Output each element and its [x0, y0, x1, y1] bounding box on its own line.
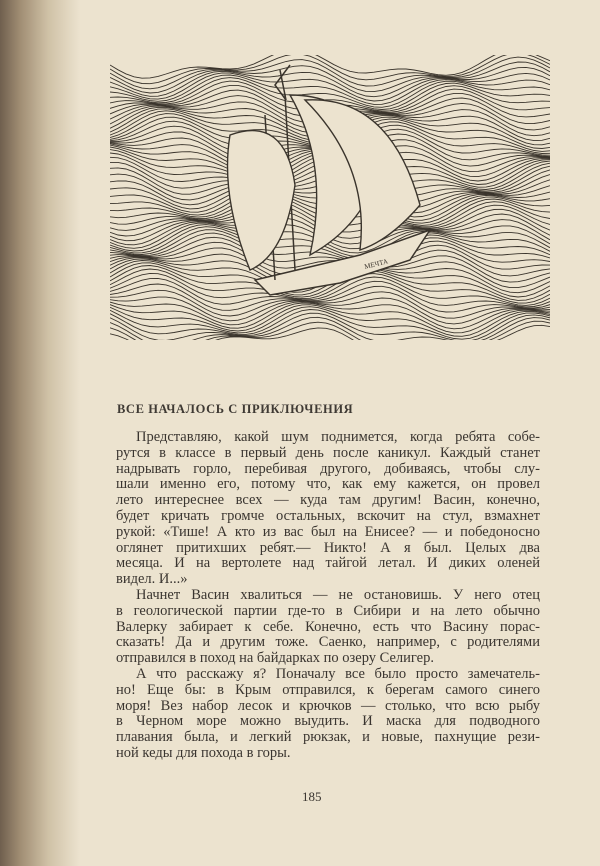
wave-line [110, 67, 550, 96]
text-line: моря! Вез набор лесок и крючков — столько, что всю рыбу [116, 698, 540, 714]
ship-in-waves-illustration [110, 55, 550, 340]
text-line: в Черном море можно выудить. И маска для подводного [116, 714, 540, 730]
text-line: отправился в поход на байдарках по озеру Селигер. [116, 651, 434, 667]
text-line: рукой: «Тише! А кто из вас был на Енисее? — и победоносно [116, 524, 540, 540]
text-line: шали именно его, потому что, как ему кажется, он провел [116, 477, 540, 493]
text-line: рутся в классе в первый день после каникул. Каждый станет [116, 445, 540, 461]
text-line: Начнет Васин хвалиться — не остановишь. У него отец [136, 587, 540, 603]
wave-line [110, 313, 550, 340]
text-line: видел. И...» [116, 572, 188, 588]
boat-name-label: МЕЧТА [363, 257, 389, 271]
chapter-heading: ВСЕ НАЧАЛОСЬ С ПРИКЛЮЧЕНИЯ [117, 402, 354, 416]
text-line: Представляю, какой шум поднимется, когда ребята собе- [136, 430, 540, 445]
text-line: надрывать горло, перебивая другого, добиваясь, чтобы слу- [116, 461, 540, 477]
book-gutter-shadow [0, 0, 80, 866]
text-line: сказать! Да и другим тоже. Саенко, например, с родителями [116, 635, 540, 651]
text-line: оглянет притихших ребят.— Никто! А я был. Целых два [116, 540, 540, 556]
text-line: плавания была, и легкий рюкзак, и новые, пахнущие рези- [116, 730, 540, 746]
text-line: ной кеды для похода в горы. [116, 745, 291, 761]
body-text [116, 430, 540, 762]
text-line: Валерку забирает к себе. Конечно, есть что Васину порас- [116, 619, 540, 635]
text-line: лето интереснее всех — куда там другим! Васин, конечно, [116, 493, 540, 509]
text-line: будет кричать громче остальных, вскочит на стул, взмахнет [116, 508, 540, 524]
text-line: А что расскажу я? Поначалу все было просто замечатель- [136, 666, 540, 682]
text-line: в геологической партии где-то в Сибири и на лето обычно [116, 603, 540, 619]
text-line: месяца. И на вертолете над тайгой летал. И диких оленей [116, 556, 540, 572]
page-number: 185 [302, 789, 322, 804]
text-line: но! Еще бы: в Крым отправился, к берегам самого синего [116, 682, 540, 698]
